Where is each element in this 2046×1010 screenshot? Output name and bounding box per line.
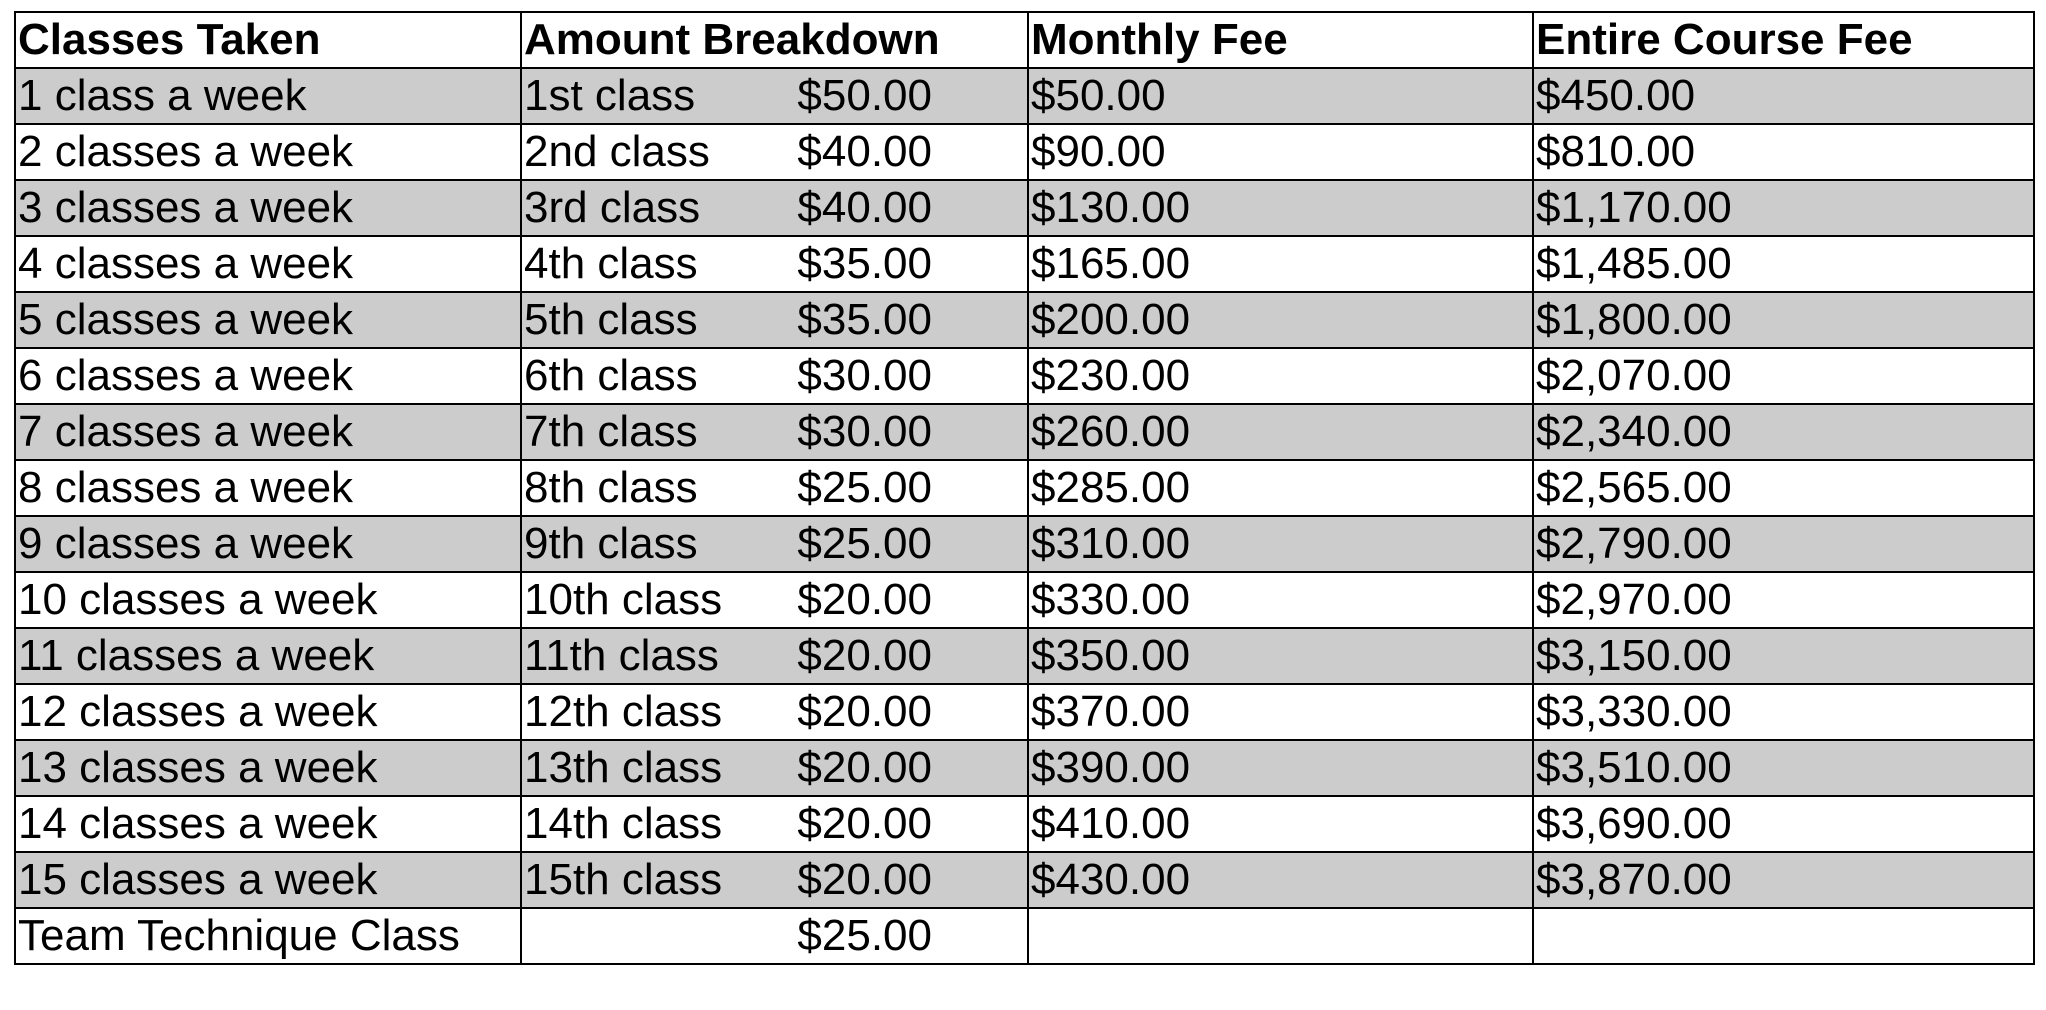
- monthly-fee-cell: $410.00: [1028, 796, 1533, 852]
- class-amount: $35.00: [797, 295, 932, 344]
- class-ordinal: 14th class: [524, 799, 723, 848]
- fee-table-body: [15, 68, 2034, 964]
- entire-course-fee-cell: [1533, 908, 2034, 964]
- class-ordinal: 4th class: [524, 239, 698, 288]
- classes-taken-cell: 4 classes a week: [15, 236, 521, 292]
- class-amount: $40.00: [797, 183, 932, 232]
- header-amount-breakdown: Amount Breakdown: [521, 12, 1028, 68]
- table-row: [15, 348, 2034, 404]
- classes-taken-cell: 14 classes a week: [15, 796, 521, 852]
- class-amount: $40.00: [797, 127, 932, 176]
- class-amount: $25.00: [797, 911, 932, 960]
- table-row: [15, 292, 2034, 348]
- amount-breakdown-cell: [521, 404, 1028, 460]
- entire-course-fee-cell: $3,510.00: [1533, 740, 2034, 796]
- table-row: [15, 460, 2034, 516]
- amount-breakdown: [524, 461, 1027, 515]
- amount-breakdown-cell: [521, 348, 1028, 404]
- entire-course-fee-cell: $2,565.00: [1533, 460, 2034, 516]
- classes-taken-cell: 7 classes a week: [15, 404, 521, 460]
- entire-course-fee-cell: $3,330.00: [1533, 684, 2034, 740]
- amount-breakdown-cell: [521, 124, 1028, 180]
- amount-breakdown-cell: [521, 292, 1028, 348]
- monthly-fee-cell: $90.00: [1028, 124, 1533, 180]
- classes-taken-cell: 9 classes a week: [15, 516, 521, 572]
- monthly-fee-cell: $200.00: [1028, 292, 1533, 348]
- class-amount: $20.00: [797, 855, 932, 904]
- class-ordinal: 6th class: [524, 351, 698, 400]
- class-ordinal: 11th class: [524, 631, 719, 680]
- header-classes-taken: Classes Taken: [15, 12, 521, 68]
- class-ordinal: 10th class: [524, 575, 723, 624]
- monthly-fee-cell: $350.00: [1028, 628, 1533, 684]
- amount-breakdown-cell: [521, 908, 1028, 964]
- class-amount: $25.00: [797, 463, 932, 512]
- table-row: [15, 236, 2034, 292]
- class-amount: $20.00: [797, 631, 932, 680]
- amount-breakdown-cell: [521, 852, 1028, 908]
- amount-breakdown: [524, 125, 1027, 179]
- amount-breakdown: [524, 237, 1027, 291]
- classes-taken-cell: 3 classes a week: [15, 180, 521, 236]
- header-entire-course-fee: Entire Course Fee: [1533, 12, 2034, 68]
- monthly-fee-cell: $390.00: [1028, 740, 1533, 796]
- classes-taken-cell: 6 classes a week: [15, 348, 521, 404]
- header-monthly-fee: Monthly Fee: [1028, 12, 1533, 68]
- class-ordinal: 7th class: [524, 407, 698, 456]
- entire-course-fee-cell: $3,150.00: [1533, 628, 2034, 684]
- entire-course-fee-cell: $3,870.00: [1533, 852, 2034, 908]
- amount-breakdown: [524, 293, 1027, 347]
- amount-breakdown: [524, 573, 1027, 627]
- monthly-fee-cell: $130.00: [1028, 180, 1533, 236]
- monthly-fee-cell: $50.00: [1028, 68, 1533, 124]
- class-ordinal: 5th class: [524, 295, 698, 344]
- amount-breakdown-cell: [521, 572, 1028, 628]
- entire-course-fee-cell: $2,070.00: [1533, 348, 2034, 404]
- table-row: [15, 684, 2034, 740]
- entire-course-fee-cell: $1,170.00: [1533, 180, 2034, 236]
- table-row: [15, 68, 2034, 124]
- monthly-fee-cell: $330.00: [1028, 572, 1533, 628]
- class-ordinal: 1st class: [524, 71, 696, 120]
- class-amount: $30.00: [797, 407, 932, 456]
- table-row: [15, 852, 2034, 908]
- amount-breakdown: [524, 685, 1027, 739]
- class-ordinal: 8th class: [524, 463, 698, 512]
- classes-taken-cell: Team Technique Class: [15, 908, 521, 964]
- table-row: [15, 908, 2034, 964]
- monthly-fee-cell: [1028, 908, 1533, 964]
- class-ordinal: 2nd class: [524, 127, 710, 176]
- class-amount: $20.00: [797, 799, 932, 848]
- amount-breakdown: [524, 853, 1027, 907]
- amount-breakdown: [524, 517, 1027, 571]
- fee-table: [14, 11, 2035, 965]
- amount-breakdown: [524, 181, 1027, 235]
- classes-taken-cell: 13 classes a week: [15, 740, 521, 796]
- monthly-fee-cell: $430.00: [1028, 852, 1533, 908]
- monthly-fee-cell: $230.00: [1028, 348, 1533, 404]
- table-row: [15, 516, 2034, 572]
- amount-breakdown-cell: [521, 180, 1028, 236]
- entire-course-fee-cell: $450.00: [1533, 68, 2034, 124]
- monthly-fee-cell: $260.00: [1028, 404, 1533, 460]
- table-row: [15, 628, 2034, 684]
- entire-course-fee-cell: $1,800.00: [1533, 292, 2034, 348]
- entire-course-fee-cell: $2,970.00: [1533, 572, 2034, 628]
- table-row: [15, 740, 2034, 796]
- monthly-fee-cell: $310.00: [1028, 516, 1533, 572]
- amount-breakdown: [524, 349, 1027, 403]
- class-amount: $30.00: [797, 351, 932, 400]
- entire-course-fee-cell: $1,485.00: [1533, 236, 2034, 292]
- entire-course-fee-cell: $2,340.00: [1533, 404, 2034, 460]
- entire-course-fee-cell: $2,790.00: [1533, 516, 2034, 572]
- amount-breakdown-cell: [521, 628, 1028, 684]
- classes-taken-cell: 5 classes a week: [15, 292, 521, 348]
- entire-course-fee-cell: $3,690.00: [1533, 796, 2034, 852]
- class-amount: $50.00: [797, 71, 932, 120]
- entire-course-fee-cell: $810.00: [1533, 124, 2034, 180]
- class-amount: $35.00: [797, 239, 932, 288]
- class-ordinal: 13th class: [524, 743, 723, 792]
- classes-taken-cell: 12 classes a week: [15, 684, 521, 740]
- amount-breakdown: [524, 909, 1027, 963]
- table-row: [15, 124, 2034, 180]
- monthly-fee-cell: $165.00: [1028, 236, 1533, 292]
- amount-breakdown-cell: [521, 796, 1028, 852]
- class-amount: $20.00: [797, 575, 932, 624]
- class-ordinal: 3rd class: [524, 183, 701, 232]
- class-amount: $20.00: [797, 687, 932, 736]
- table-row: [15, 180, 2034, 236]
- amount-breakdown-cell: [521, 740, 1028, 796]
- class-amount: $25.00: [797, 519, 932, 568]
- amount-breakdown-cell: [521, 236, 1028, 292]
- amount-breakdown-cell: [521, 460, 1028, 516]
- monthly-fee-cell: $285.00: [1028, 460, 1533, 516]
- classes-taken-cell: 15 classes a week: [15, 852, 521, 908]
- amount-breakdown-cell: [521, 684, 1028, 740]
- table-row: [15, 796, 2034, 852]
- amount-breakdown: [524, 69, 1027, 123]
- header-row: [15, 12, 2034, 68]
- class-amount: $20.00: [797, 743, 932, 792]
- amount-breakdown: [524, 629, 1027, 683]
- amount-breakdown: [524, 741, 1027, 795]
- class-ordinal: 9th class: [524, 519, 698, 568]
- classes-taken-cell: 10 classes a week: [15, 572, 521, 628]
- classes-taken-cell: 1 class a week: [15, 68, 521, 124]
- amount-breakdown-cell: [521, 516, 1028, 572]
- table-row: [15, 572, 2034, 628]
- class-ordinal: 15th class: [524, 855, 723, 904]
- amount-breakdown-cell: [521, 68, 1028, 124]
- table-row: [15, 404, 2034, 460]
- classes-taken-cell: 8 classes a week: [15, 460, 521, 516]
- monthly-fee-cell: $370.00: [1028, 684, 1533, 740]
- amount-breakdown: [524, 405, 1027, 459]
- classes-taken-cell: 2 classes a week: [15, 124, 521, 180]
- class-ordinal: 12th class: [524, 687, 723, 736]
- amount-breakdown: [524, 797, 1027, 851]
- classes-taken-cell: 11 classes a week: [15, 628, 521, 684]
